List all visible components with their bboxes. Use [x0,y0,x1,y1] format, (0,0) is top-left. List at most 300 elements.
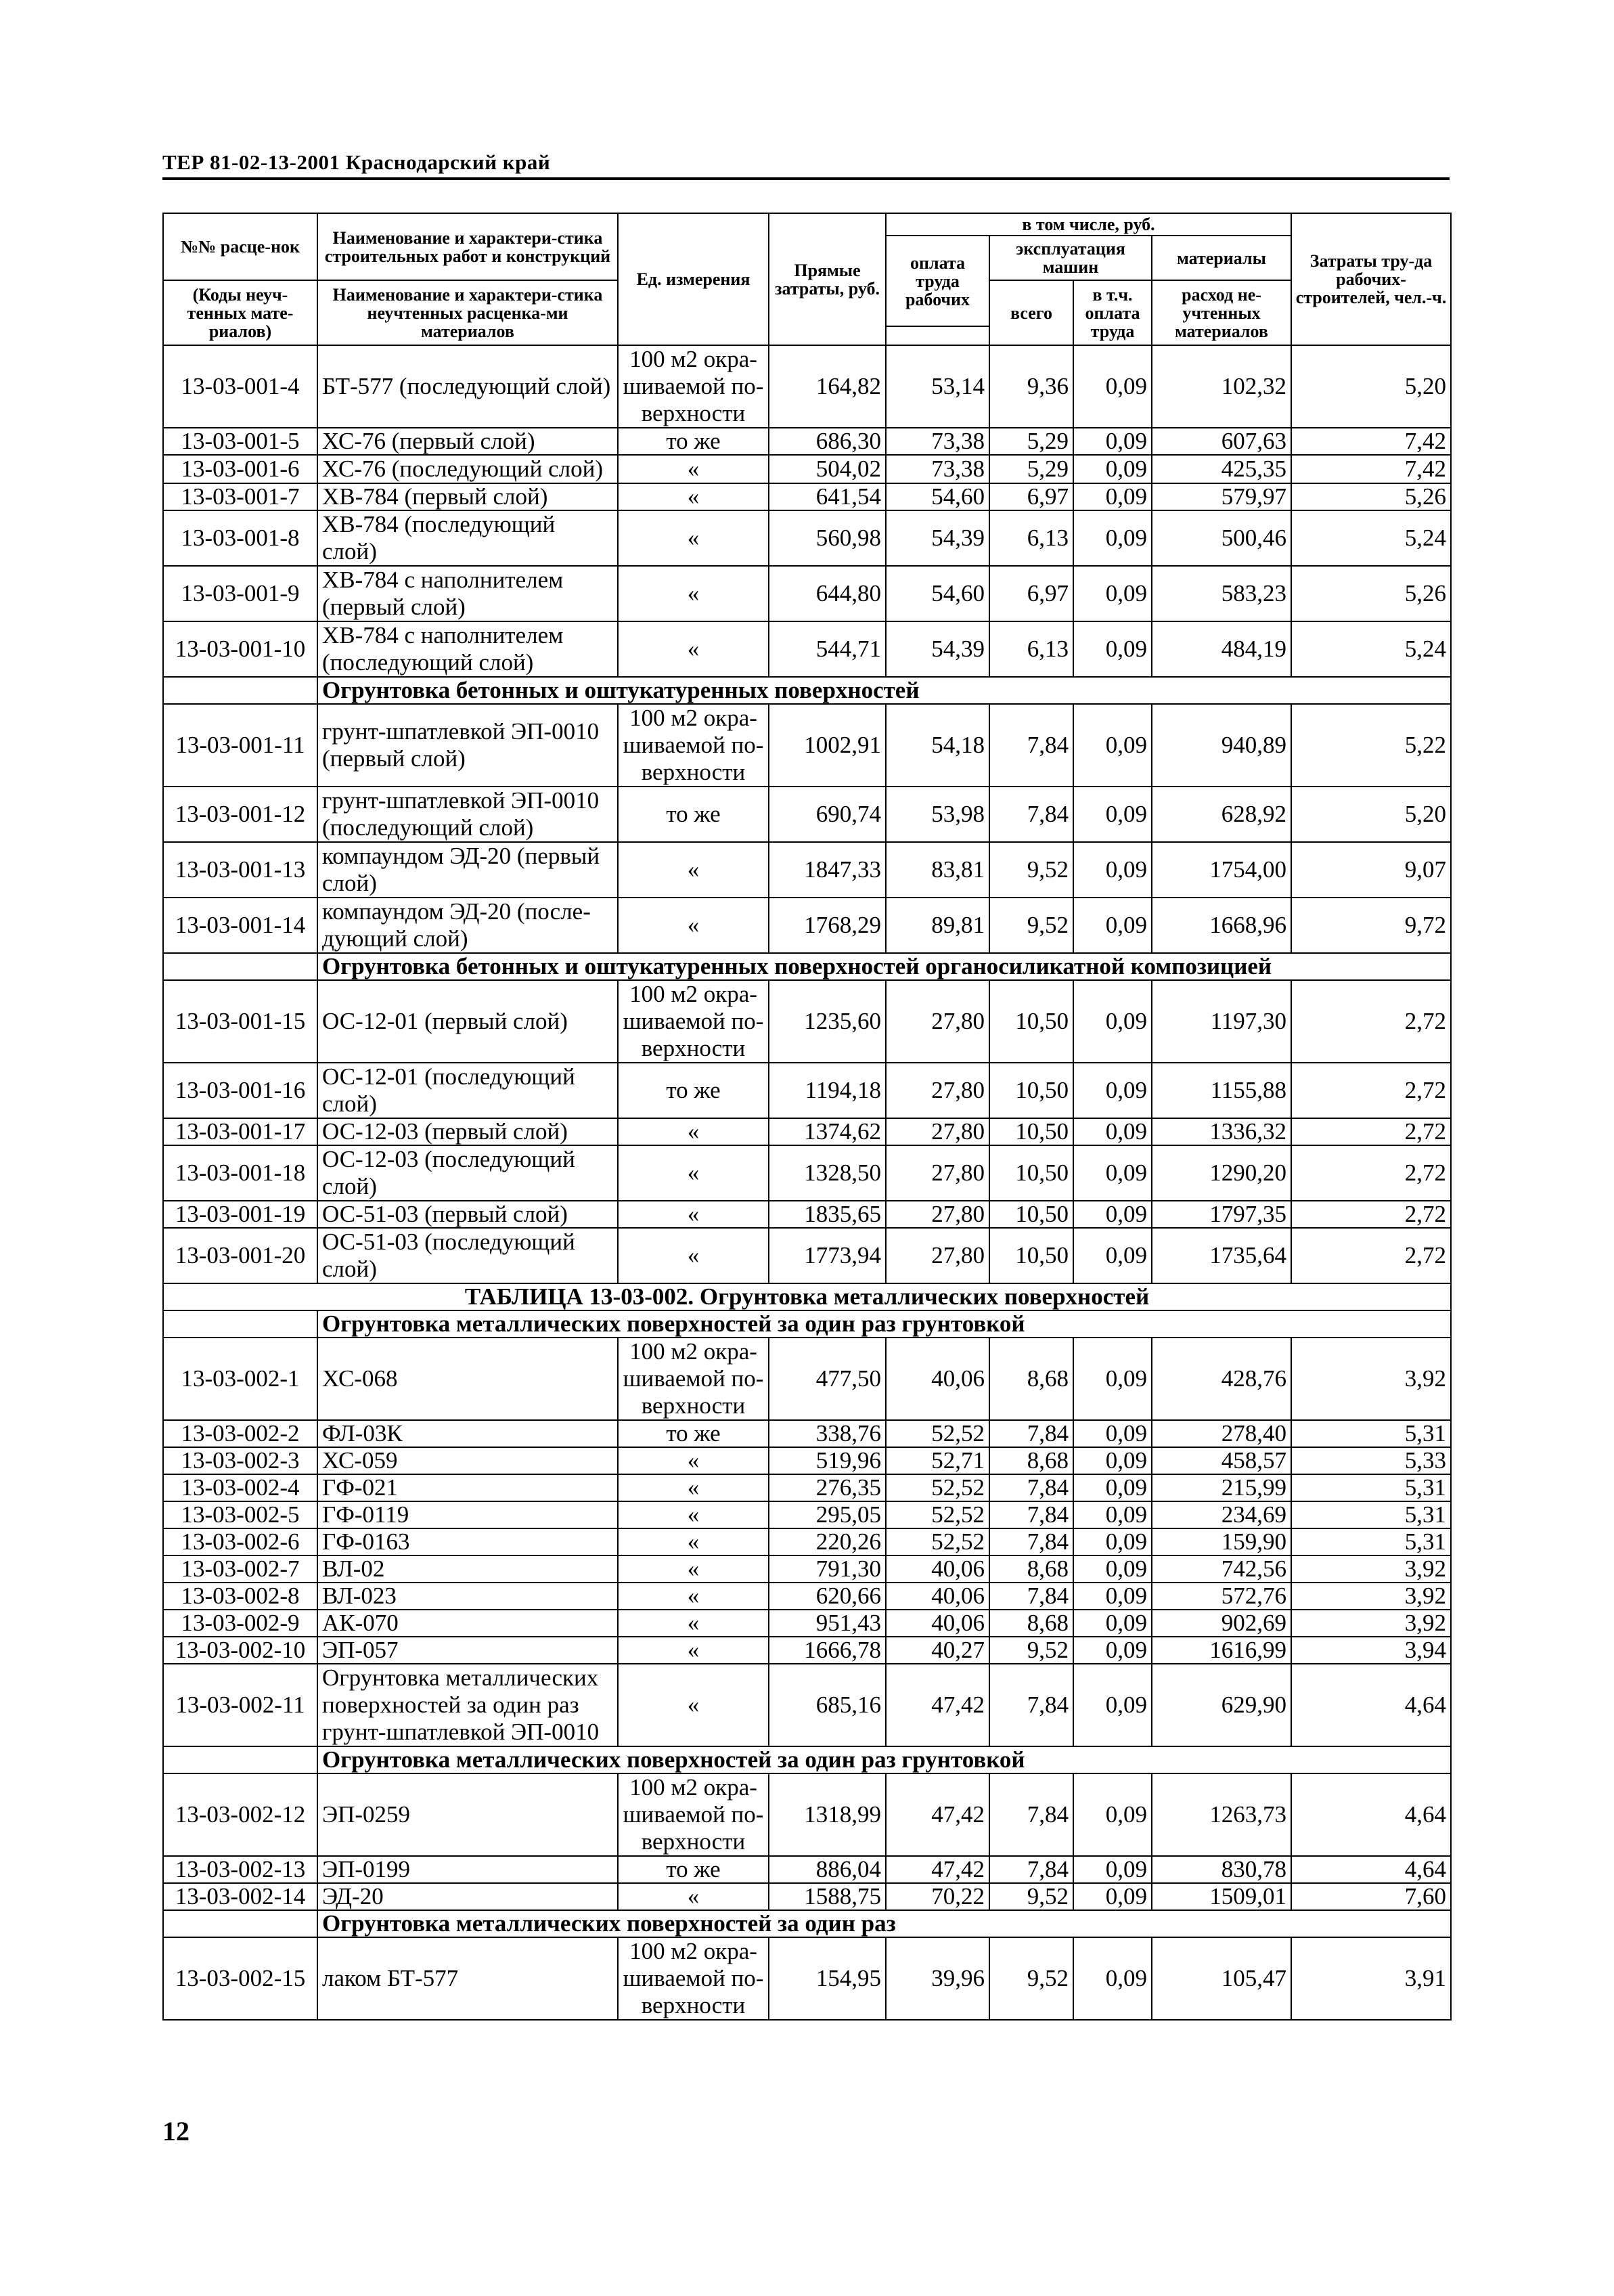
direct-costs-cell: 951,43 [769,1610,886,1637]
labor-cell: 5,26 [1291,483,1451,510]
unit-cell: « [618,1447,769,1474]
work-name: ОС-12-01 (первый слой) [317,980,618,1063]
direct-costs-cell: 338,76 [769,1420,886,1447]
machines-wages-cell: 0,09 [1073,1773,1152,1856]
rate-code: 13-03-001-15 [163,980,317,1063]
wages-cell: 54,60 [886,483,989,510]
work-name: ХВ-784 с наполнителем (первый слой) [317,566,618,621]
table-row [163,1773,1451,1856]
machines-wages-cell: 0,09 [1073,510,1152,566]
col-header-direct-costs: Прямые затраты, руб. [769,213,886,345]
wages-cell: 54,60 [886,566,989,621]
rate-code: 13-03-002-9 [163,1610,317,1637]
direct-costs-cell: 220,26 [769,1528,886,1555]
section-row [163,1746,1451,1773]
machines-cell: 7,84 [989,1420,1073,1447]
materials-cell: 234,69 [1152,1501,1291,1528]
table-row [163,345,1451,428]
section-spacer [163,1746,317,1773]
work-name: ОС-12-03 (последующий слой) [317,1145,618,1201]
unit-cell: то же [618,787,769,842]
rate-code: 13-03-001-10 [163,621,317,677]
machines-cell: 9,52 [989,1637,1073,1664]
machines-cell: 6,97 [989,483,1073,510]
labor-cell: 3,92 [1291,1338,1451,1420]
materials-cell: 940,89 [1152,704,1291,787]
page-number: 12 [162,2116,189,2146]
direct-costs-cell: 1768,29 [769,898,886,953]
wages-cell: 53,14 [886,345,989,428]
wages-cell: 52,52 [886,1474,989,1501]
col-header-labor: Затраты тру-да рабочих-строителей, чел.-ч. [1291,213,1451,345]
col-header-materials-sub: расход не-учтенных материалов [1152,280,1291,345]
unit-cell: 100 м2 окра-шиваемой по-верхности [618,345,769,428]
direct-costs-cell: 164,82 [769,345,886,428]
labor-cell: 4,64 [1291,1773,1451,1856]
table-header [163,213,1451,345]
table-row [163,1610,1451,1637]
section-spacer [163,1310,317,1338]
materials-cell: 583,23 [1152,566,1291,621]
machines-cell: 10,50 [989,1201,1073,1228]
work-name: Огрунтовка металлических поверхностей за один раз грунт-шпатлевкой ЭП-0010 [317,1664,618,1746]
section-heading: Огрунтовка бетонных и оштукатуренных поверхностей органосиликатной композицией [317,953,1451,980]
materials-cell: 102,32 [1152,345,1291,428]
rate-code: 13-03-001-17 [163,1118,317,1145]
wages-cell: 54,39 [886,510,989,566]
work-name: грунт-шпатлевкой ЭП-0010 (последующий слой) [317,787,618,842]
labor-cell: 2,72 [1291,1228,1451,1283]
work-name: ВЛ-023 [317,1583,618,1610]
rate-code: 13-03-001-14 [163,898,317,953]
rate-code: 13-03-002-4 [163,1474,317,1501]
labor-cell: 5,24 [1291,510,1451,566]
machines-wages-cell: 0,09 [1073,704,1152,787]
machines-wages-cell: 0,09 [1073,1063,1152,1118]
machines-cell: 7,84 [989,1528,1073,1555]
rates-table [162,213,1452,2021]
labor-cell: 5,31 [1291,1501,1451,1528]
rate-code: 13-03-001-12 [163,787,317,842]
machines-cell: 5,29 [989,428,1073,455]
labor-cell: 5,20 [1291,787,1451,842]
table-row [163,510,1451,566]
machines-wages-cell: 0,09 [1073,842,1152,898]
materials-cell: 278,40 [1152,1420,1291,1447]
work-name: ЭП-057 [317,1637,618,1664]
rate-code: 13-03-001-5 [163,428,317,455]
work-name: ЭД-20 [317,1883,618,1910]
machines-wages-cell: 0,09 [1073,621,1152,677]
machines-cell: 8,68 [989,1555,1073,1583]
section-row [163,953,1451,980]
rate-code: 13-03-002-6 [163,1528,317,1555]
machines-cell: 10,50 [989,980,1073,1063]
col-header-materials: материалы [1152,236,1291,280]
unit-cell: « [618,898,769,953]
machines-wages-cell: 0,09 [1073,1118,1152,1145]
machines-wages-cell: 0,09 [1073,1501,1152,1528]
machines-cell: 9,52 [989,898,1073,953]
unit-cell: 100 м2 окра-шиваемой по-верхности [618,1338,769,1420]
labor-cell: 4,64 [1291,1664,1451,1746]
labor-cell: 3,94 [1291,1637,1451,1664]
machines-cell: 9,36 [989,345,1073,428]
unit-cell: « [618,1201,769,1228]
work-name: ЭП-0199 [317,1856,618,1883]
unit-cell: « [618,1637,769,1664]
machines-wages-cell: 0,09 [1073,1338,1152,1420]
table-row [163,621,1451,677]
rate-code: 13-03-002-5 [163,1501,317,1528]
table-row [163,1447,1451,1474]
unit-cell: « [618,1610,769,1637]
materials-cell: 1197,30 [1152,980,1291,1063]
machines-cell: 10,50 [989,1145,1073,1201]
unit-cell: « [618,1118,769,1145]
direct-costs-cell: 1835,65 [769,1201,886,1228]
table-row [163,1883,1451,1910]
table-row [163,1555,1451,1583]
col-header-machines-total: всего [989,280,1073,345]
table-row [163,1583,1451,1610]
col-header-machines: эксплуатация машин [989,236,1152,280]
materials-cell: 1754,00 [1152,842,1291,898]
table-row [163,566,1451,621]
materials-cell: 628,92 [1152,787,1291,842]
section-spacer [163,953,317,980]
labor-cell: 5,22 [1291,704,1451,787]
rate-code: 13-03-002-8 [163,1583,317,1610]
wages-cell: 47,42 [886,1773,989,1856]
direct-costs-cell: 1194,18 [769,1063,886,1118]
table-row [163,1420,1451,1447]
rate-code: 13-03-001-9 [163,566,317,621]
unit-cell: « [618,455,769,483]
direct-costs-cell: 477,50 [769,1338,886,1420]
unit-cell: « [618,1583,769,1610]
materials-cell: 159,90 [1152,1528,1291,1555]
unit-cell: « [618,621,769,677]
machines-wages-cell: 0,09 [1073,1583,1152,1610]
machines-cell: 6,13 [989,510,1073,566]
labor-cell: 7,60 [1291,1883,1451,1910]
wages-cell: 40,06 [886,1583,989,1610]
wages-cell: 89,81 [886,898,989,953]
materials-cell: 1336,32 [1152,1118,1291,1145]
unit-cell: « [618,1228,769,1283]
wages-cell: 47,42 [886,1856,989,1883]
table-row [163,704,1451,787]
wages-cell: 52,52 [886,1528,989,1555]
labor-cell: 3,91 [1291,1937,1451,2020]
unit-cell: « [618,1528,769,1555]
rate-code: 13-03-001-6 [163,455,317,483]
machines-cell: 7,84 [989,1664,1073,1746]
wages-cell: 70,22 [886,1883,989,1910]
section-spacer [163,677,317,704]
work-name: ГФ-021 [317,1474,618,1501]
document-header: ТЕР 81-02-13-2001 Краснодарский край [162,150,551,174]
machines-wages-cell: 0,09 [1073,1201,1152,1228]
col-header-name: Наименование и характери-стика строительных работ и конструкций [317,213,618,280]
rate-code: 13-03-002-13 [163,1856,317,1883]
wages-cell: 27,80 [886,1228,989,1283]
machines-cell: 7,84 [989,1856,1073,1883]
machines-wages-cell: 0,09 [1073,1610,1152,1637]
work-name: лаком БТ-577 [317,1937,618,2020]
table-row [163,455,1451,483]
unit-cell: то же [618,1856,769,1883]
labor-cell: 3,92 [1291,1610,1451,1637]
direct-costs-cell: 1588,75 [769,1883,886,1910]
unit-cell: 100 м2 окра-шиваемой по-верхности [618,1937,769,2020]
labor-cell: 2,72 [1291,1063,1451,1118]
materials-cell: 215,99 [1152,1474,1291,1501]
machines-wages-cell: 0,09 [1073,898,1152,953]
labor-cell: 2,72 [1291,1145,1451,1201]
wages-cell: 27,80 [886,1063,989,1118]
machines-wages-cell: 0,09 [1073,566,1152,621]
rate-code: 13-03-001-11 [163,704,317,787]
materials-cell: 902,69 [1152,1610,1291,1637]
table-row [163,428,1451,455]
rate-code: 13-03-002-7 [163,1555,317,1583]
section-heading: Огрунтовка металлических поверхностей за один раз грунтовкой [317,1746,1451,1773]
machines-cell: 8,68 [989,1610,1073,1637]
table-row [163,1338,1451,1420]
wages-cell: 52,52 [886,1501,989,1528]
unit-cell: « [618,483,769,510]
materials-cell: 1290,20 [1152,1145,1291,1201]
machines-wages-cell: 0,09 [1073,483,1152,510]
work-name: ЭП-0259 [317,1773,618,1856]
materials-cell: 629,90 [1152,1664,1291,1746]
materials-cell: 1155,88 [1152,1063,1291,1118]
work-name: ФЛ-03К [317,1420,618,1447]
section-heading: Огрунтовка металлических поверхностей за один раз грунтовкой [317,1310,1451,1338]
wages-cell: 53,98 [886,787,989,842]
materials-cell: 1509,01 [1152,1883,1291,1910]
col-header-unit: Ед. измерения [618,213,769,345]
rate-code: 13-03-001-13 [163,842,317,898]
unit-cell: « [618,1474,769,1501]
work-name: ХС-76 (первый слой) [317,428,618,455]
col-header-name-bottom: Наименование и характери-стика неучтенных расценка-ми материалов [317,280,618,345]
wages-cell: 73,38 [886,428,989,455]
wages-cell: 40,27 [886,1637,989,1664]
wages-cell: 73,38 [886,455,989,483]
work-name: ХС-068 [317,1338,618,1420]
rate-code: 13-03-002-1 [163,1338,317,1420]
labor-cell: 7,42 [1291,428,1451,455]
machines-cell: 10,50 [989,1228,1073,1283]
unit-cell: « [618,1664,769,1746]
direct-costs-cell: 1318,99 [769,1773,886,1856]
machines-cell: 9,52 [989,842,1073,898]
unit-cell: « [618,1145,769,1201]
materials-cell: 1797,35 [1152,1201,1291,1228]
table-row [163,1228,1451,1283]
unit-cell: 100 м2 окра-шиваемой по-верхности [618,704,769,787]
rate-code: 13-03-001-18 [163,1145,317,1201]
machines-cell: 9,52 [989,1937,1073,2020]
labor-cell: 3,92 [1291,1583,1451,1610]
direct-costs-cell: 276,35 [769,1474,886,1501]
direct-costs-cell: 886,04 [769,1856,886,1883]
work-name: ВЛ-02 [317,1555,618,1583]
machines-wages-cell: 0,09 [1073,428,1152,455]
machines-wages-cell: 0,09 [1073,1555,1152,1583]
work-name: грунт-шпатлевкой ЭП-0010 (первый слой) [317,704,618,787]
machines-cell: 5,29 [989,455,1073,483]
materials-cell: 1616,99 [1152,1637,1291,1664]
labor-cell: 9,72 [1291,898,1451,953]
work-name: ХВ-784 с наполнителем (последующий слой) [317,621,618,677]
direct-costs-cell: 154,95 [769,1937,886,2020]
work-name: ОС-51-03 (последующий слой) [317,1228,618,1283]
labor-cell: 5,20 [1291,345,1451,428]
direct-costs-cell: 620,66 [769,1583,886,1610]
materials-cell: 572,76 [1152,1583,1291,1610]
unit-cell: 100 м2 окра-шиваемой по-верхности [618,980,769,1063]
col-header-wages: оплата труда рабочих [886,236,989,326]
wages-cell: 27,80 [886,1118,989,1145]
work-name: ОС-12-01 (последующий слой) [317,1063,618,1118]
machines-wages-cell: 0,09 [1073,1883,1152,1910]
machines-wages-cell: 0,09 [1073,1637,1152,1664]
unit-cell: то же [618,1420,769,1447]
labor-cell: 5,24 [1291,621,1451,677]
table-row [163,1145,1451,1201]
labor-cell: 5,31 [1291,1474,1451,1501]
unit-cell: 100 м2 окра-шиваемой по-верхности [618,1773,769,1856]
wages-cell: 52,52 [886,1420,989,1447]
rate-code: 13-03-002-15 [163,1937,317,2020]
table-body [163,345,1451,2020]
work-name: ХВ-784 (последующий слой) [317,510,618,566]
work-name: АК-070 [317,1610,618,1637]
machines-cell: 10,50 [989,1063,1073,1118]
machines-wages-cell: 0,09 [1073,1474,1152,1501]
col-header-code-bottom: (Коды неуч-тенных мате-риалов) [163,280,317,345]
section-row [163,677,1451,704]
direct-costs-cell: 519,96 [769,1447,886,1474]
wages-cell: 47,42 [886,1664,989,1746]
rate-code: 13-03-002-10 [163,1637,317,1664]
col-header-code: №№ расце-нок [163,213,317,280]
rate-code: 13-03-002-2 [163,1420,317,1447]
table-row [163,787,1451,842]
direct-costs-cell: 1773,94 [769,1228,886,1283]
col-header-machines-wages: в т.ч. оплата труда [1073,280,1152,345]
work-name: ГФ-0119 [317,1501,618,1528]
direct-costs-cell: 1002,91 [769,704,886,787]
rate-code: 13-03-002-11 [163,1664,317,1746]
wages-cell: 40,06 [886,1610,989,1637]
rate-code: 13-03-002-12 [163,1773,317,1856]
section-heading: Огрунтовка бетонных и оштукатуренных поверхностей [317,677,1451,704]
section-heading: Огрунтовка металлических поверхностей за один раз [317,1910,1451,1937]
direct-costs-cell: 1666,78 [769,1637,886,1664]
work-name: ОС-51-03 (первый слой) [317,1201,618,1228]
machines-cell: 7,84 [989,1474,1073,1501]
section-spacer [163,1910,317,1937]
labor-cell: 2,72 [1291,980,1451,1063]
unit-cell: то же [618,1063,769,1118]
machines-cell: 7,84 [989,1773,1073,1856]
header-rule [162,177,1450,180]
unit-cell: « [618,1883,769,1910]
materials-cell: 484,19 [1152,621,1291,677]
direct-costs-cell: 544,71 [769,621,886,677]
rate-code: 13-03-002-14 [163,1883,317,1910]
direct-costs-cell: 1374,62 [769,1118,886,1145]
wages-cell: 54,18 [886,704,989,787]
wages-cell: 27,80 [886,1201,989,1228]
table-row [163,1664,1451,1746]
wages-cell: 27,80 [886,1145,989,1201]
materials-cell: 742,56 [1152,1555,1291,1583]
machines-wages-cell: 0,09 [1073,345,1152,428]
labor-cell: 9,07 [1291,842,1451,898]
machines-wages-cell: 0,09 [1073,1856,1152,1883]
machines-wages-cell: 0,09 [1073,980,1152,1063]
machines-cell: 7,84 [989,787,1073,842]
rate-code: 13-03-001-20 [163,1228,317,1283]
direct-costs-cell: 686,30 [769,428,886,455]
machines-wages-cell: 0,09 [1073,1664,1152,1746]
direct-costs-cell: 1328,50 [769,1145,886,1201]
labor-cell: 5,26 [1291,566,1451,621]
materials-cell: 500,46 [1152,510,1291,566]
section-row [163,1310,1451,1338]
machines-cell: 8,68 [989,1447,1073,1474]
machines-wages-cell: 0,09 [1073,1228,1152,1283]
machines-wages-cell: 0,09 [1073,1528,1152,1555]
machines-wages-cell: 0,09 [1073,1937,1152,2020]
unit-cell: « [618,1555,769,1583]
work-name: компаундом ЭД-20 (первый слой) [317,842,618,898]
direct-costs-cell: 641,54 [769,483,886,510]
materials-cell: 105,47 [1152,1937,1291,2020]
direct-costs-cell: 690,74 [769,787,886,842]
table-row [163,1474,1451,1501]
labor-cell: 3,92 [1291,1555,1451,1583]
machines-cell: 7,84 [989,1583,1073,1610]
materials-cell: 1263,73 [1152,1773,1291,1856]
unit-cell: « [618,566,769,621]
work-name: ОС-12-03 (первый слой) [317,1118,618,1145]
work-name: ГФ-0163 [317,1528,618,1555]
machines-cell: 9,52 [989,1883,1073,1910]
table-row [163,1637,1451,1664]
machines-cell: 7,84 [989,704,1073,787]
wages-cell: 27,80 [886,980,989,1063]
machines-cell: 8,68 [989,1338,1073,1420]
table-row [163,1501,1451,1528]
table-row [163,1063,1451,1118]
materials-cell: 425,35 [1152,455,1291,483]
table-row [163,1201,1451,1228]
labor-cell: 7,42 [1291,455,1451,483]
rate-code: 13-03-001-16 [163,1063,317,1118]
work-name: ХВ-784 (первый слой) [317,483,618,510]
direct-costs-cell: 295,05 [769,1501,886,1528]
section-row [163,1910,1451,1937]
materials-cell: 458,57 [1152,1447,1291,1474]
direct-costs-cell: 644,80 [769,566,886,621]
